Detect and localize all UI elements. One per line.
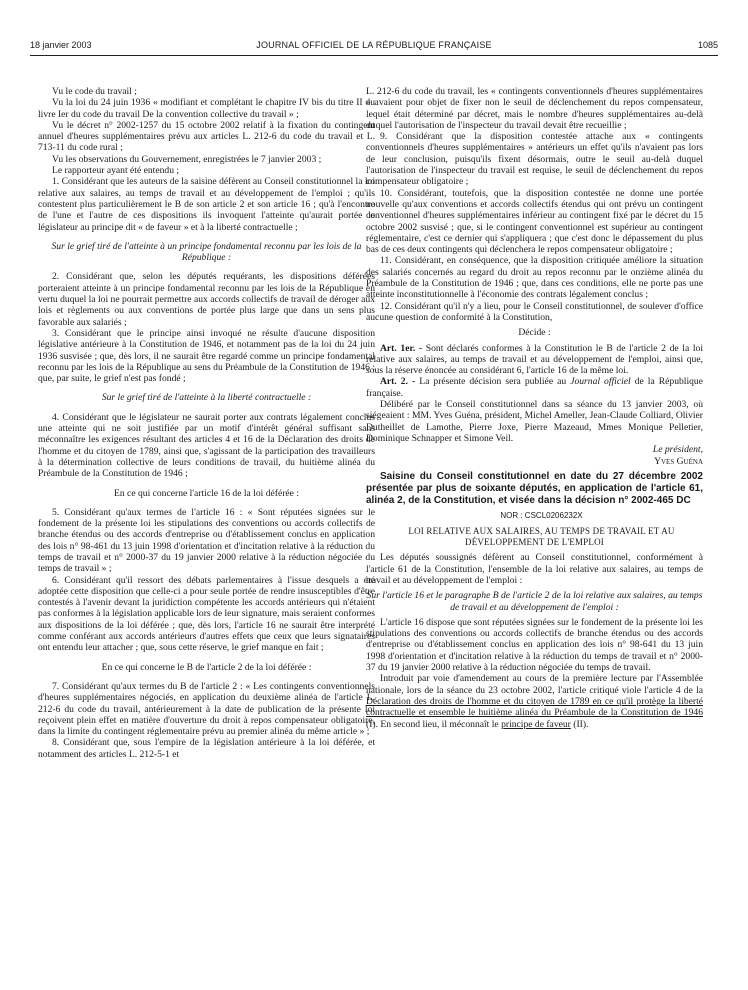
paragraph: 3. Considérant que le principe ainsi invoqué ne résulte d'aucune disposition législative antérieure à la Constitution de 1946, et notamment pas de la loi du 24 juin 1936 susvisée ; que, dès lors, il ne saurait être regardé comme un principe fondamental reconnu par les lois de la République au sens du Préambule de la Constitution de 1946 ; que, par suite, le grief n'est pas fondé ; (38, 327, 375, 385)
paragraph: 11. Considérant, en conséquence, que la disposition critiquée améliore la situation des salariés concernés au regard du droit au repos reconnu par le onzième alinéa du Préambule de la Constitution de 1946 ; que, dans ces conditions, elle ne porte pas une atteinte inconstitutionnelle à l'économie des contrats légalement conclus ; (366, 255, 703, 301)
left-column (38, 86, 375, 760)
paragraph-last (366, 673, 703, 729)
paragraph: 7. Considérant qu'aux termes du B de l'article 2 : « Les contingents conventionnels d'heures supplémentaires négociés, en application du deuxième alinéa de l'article L. 212-6 du code du travail, antérieurement à la date de publication de la présente loi reçoivent plein effet en matière d'ouverture du droit à repos compensateur obligatoire, dans la limite du contingent réglementaire prévu au premier alinéa du même article » ; (38, 680, 375, 738)
section-heading: Sur le grief tiré de l'atteinte à la liberté contractuelle : (101, 392, 312, 404)
header-date: 18 janvier 2003 (30, 40, 92, 50)
paragraph: 2. Considérant que, selon les députés requérants, les dispositions déférées porteraient atteinte à un principe fondamental reconnu par les lois de la République en vertu duquel la loi ne pourrait permettre aux accords collectifs de travail de déroger aux lois et règlements ou aux conventions de portée plus large que dans un sens plus favorable aux salariés ; (38, 271, 375, 328)
text: (II). (573, 718, 589, 730)
paragraph: Les députés soussignés défèrent au Conseil constitutionnel, conformément à l'article 61 de la Constitution, l'ensemble de la loi relative aux salaires, au temps de travail et au développement de l'emploi : (366, 552, 703, 586)
right-column (366, 86, 703, 730)
article-1-text: Sont déclarés conformes à la Constitution le B de l'article 2 de la loi relative aux salaires, au temps de travail et au développement de l'emploi, ainsi que, sous la réserve énoncée au considérant 6, l'article 16 de la même loi. (366, 342, 703, 377)
paragraph: 12. Considérant qu'il n'y a lieu, pour le Conseil constitutionnel, de soulever d'office aucune question de conformité à la Constitution, (366, 300, 703, 323)
article-2-text: La présente décision sera publiée au (419, 376, 567, 388)
article-2-text-end: de la République française. (366, 376, 703, 399)
article-2 (366, 376, 703, 399)
section-heading: Sur le grief tiré de l'atteinte à un principe fondamental reconnu par les lois de la République : (51, 240, 362, 264)
section-heading: En ce qui concerne le B de l'article 2 de la loi déférée : (101, 661, 312, 673)
signature-name: Yves Guéna (654, 455, 703, 467)
nor-reference: NOR : CSCL0206232X (500, 510, 583, 520)
paragraph: Délibéré par le Conseil constitutionnel dans sa séance du 13 janvier 2003, où siégeaient : MM. Yves Guéna, président, Michel Ameller, Jean-Claude Colliard, Olivier Dutheillet de Lamothe, Pierre Joxe, Pierre Mazeaud, Mmes Monique Pelletier, Dominique Schnapper et Simone Veil. (366, 399, 703, 444)
header-rule (30, 55, 718, 56)
underlined-text: principe de faveur (501, 718, 571, 730)
paragraph: Vu le code du travail ; (52, 86, 137, 97)
section-heading: Sur l'article 16 et le paragraphe B de l'article 2 de la loi relative aux salaires, au temps de travail et au développement de l'emploi : (366, 590, 703, 613)
article-2-label: Art. 2. - (380, 376, 416, 388)
paragraph: Le rapporteur ayant été entendu ; (52, 165, 180, 177)
page-header (30, 40, 718, 54)
underlined-text: Déclaration des droits de l'homme et du citoyen de 1789 en ce qu'il protège la liberté contractuelle et ensemble le huitième alinéa du Préambule de la Constitution de 1946 (366, 695, 703, 719)
paragraph: Vu la loi du 24 juin 1936 « modifiant et complétant le chapitre IV bis du titre II du livre Ier du code du travail De la convention collective du travail » ; (38, 97, 375, 120)
header-journal-title: JOURNAL OFFICIEL DE LA RÉPUBLIQUE FRANÇAISE (256, 40, 492, 50)
paragraph: L'article 16 dispose que sont réputées signées sur le fondement de la présente loi les stipulations des conventions ou accords collectifs de branche étendus ou des accords d'entreprise ou d'établissement conclus en application des lois n° 98-641 du 13 juin 1998 d'orientation et d'incitation relative à la réduction du temps de travail et n° 2000-37 du 19 janvier 2000 relative à la réduction négociée du temps de travail. (366, 616, 703, 674)
header-page-number: 1085 (697, 40, 718, 50)
saisine-heading (366, 471, 703, 522)
article-1 (366, 343, 703, 377)
paragraph: 4. Considérant que le législateur ne saurait porter aux contrats légalement conclus une atteinte qui ne soit justifiée par un motif d'intérêt général suffisant sans méconnaître les exigences résultant des articles 4 et 16 de la Déclaration des droits de l'homme et du citoyen de 1789, ainsi que, s'agissant de la participation des travailleurs à la détermination collective de leurs conditions de travail, du huitième alinéa du Préambule de la Constitution de 1946 ; (38, 411, 375, 480)
paragraph: Vu le décret n° 2002-1257 du 15 octobre 2002 relatif à la fixation du contingent annuel d'heures supplémentaires prévu aux articles L. 212-6 du code du travail et L. 713-11 du code rural ; (38, 119, 375, 154)
paragraph: Vu les observations du Gouvernement, enregistrées le 7 janvier 2003 ; (52, 153, 322, 165)
signature-title: Le président, (652, 444, 703, 456)
law-title: LOI RELATIVE AUX SALAIRES, AU TEMPS DE TRAVAIL ET AU DÉVELOPPEMENT DE L'EMPLOI (408, 525, 675, 548)
paragraph: 8. Considérant que, sous l'empire de la législation antérieure à la loi déférée, et notamment des articles L. 212-5-1 et (38, 737, 375, 760)
paragraph: 9. Considérant que la disposition contestée attache aux « contingents conventionnels d'heures supplémentaires » antérieurs un effet qu'ils n'avaient pas lors de leur conclusion, puisqu'ils fixent désormais, outre le seuil au-delà duquel l'autorisation de l'inspecteur du travail est requise, le seuil de déclenchement du repos compensateur obligatoire ; (366, 131, 703, 188)
paragraph: 6. Considérant qu'il ressort des débats parlementaires à l'issue desquels a été adoptée cette disposition que celle-ci a pour seule portée de rendre insusceptibles d'être contestés à l'avenir devant la juridiction compétente les accords antérieurs qui n'étaient pas conformes à la législation applicable lors de leur signature, mais seraient conformes aux dispositions de la loi déférée ; que, dès lors, l'article 16 ne saurait être interprété comme conférant aux accords antérieurs d'autres effets que ceux que leurs signataires ont entendu leur attacher ; que, sous cette réserve, le grief manque en fait ; (38, 574, 375, 654)
text: (I). En second lieu, il méconnaît le (366, 718, 499, 730)
section-heading: En ce qui concerne l'article 16 de la loi déférée : (114, 487, 299, 499)
paragraph: 10. Considérant, toutefois, que la disposition contestée ne donne une portée nouvelle qu'aux conventions et accords collectifs étendus qui ont prévu un contingent conventionnel d'heures supplémentaires inférieur au contingent fixé par le décret du 15 octobre 2002 susvisé ; que, si le contingent conventionnel est supérieur au contingent réglementaire, c'est ce dernier qui s'appliquera ; que c'est donc le dépassement du plus bas de ces deux contingents qui déclenchera le repos compensateur obligatoire ; (366, 187, 703, 256)
paragraph: L. 212-6 du code du travail, les « contingents conventionnels d'heures supplémentaires » avaient pour objet de fixer non le seuil de déclenchement du repos compensateur, lequel était déterminé par décret, mais le nombre d'heures supplémentaires au-delà duquel l'autorisation de l'inspecteur du travail devait être recueillie ; (366, 86, 703, 131)
journal-reference: Journal officiel (570, 376, 631, 388)
text: Introduit par voie d'amendement au cours de la première lecture par l'Assemblée nationale, lors de la séance du 23 octobre 2002, l'article critiqué viole l'article 4 de la (366, 673, 703, 696)
article-1-label: Art. 1er. - (380, 342, 423, 354)
decide-label: Décide : (518, 327, 551, 339)
paragraph: 5. Considérant qu'aux termes de l'article 16 : « Sont réputées signées sur le fondement de la présente loi les stipulations des conventions ou accords collectifs de branche étendus ou des accords d'entreprise ou d'établissement conclus en application des lois n° 98-461 du 13 juin 1998 d'orientation et d'incitation relative à la réduction du temps de travail et n° 2000-37 du 19 janvier 2000 relative à la réduction négociée du temps de travail » ; (38, 506, 375, 575)
paragraph: 1. Considérant que les auteurs de la saisine défèrent au Conseil constitutionnel la loi relative aux salaires, au temps de travail et au développement de l'emploi ; qu'ils contestent plus particulièrement le B de son article 2 et son article 16 ; qu'à l'encontre de l'une et l'autre de ces dispositions ils invoquent l'atteinte qu'aurait portée le législateur au principe dit « de faveur » et à la liberté contractuelle ; (38, 176, 375, 233)
saisine-title: Saisine du Conseil constitutionnel en date du 27 décembre 2002 présentée par plus de soixante députés, en application de l'article 61, alinéa 2, de la Constitution, et visée dans la décision n° 2002-465 DC (366, 470, 703, 506)
